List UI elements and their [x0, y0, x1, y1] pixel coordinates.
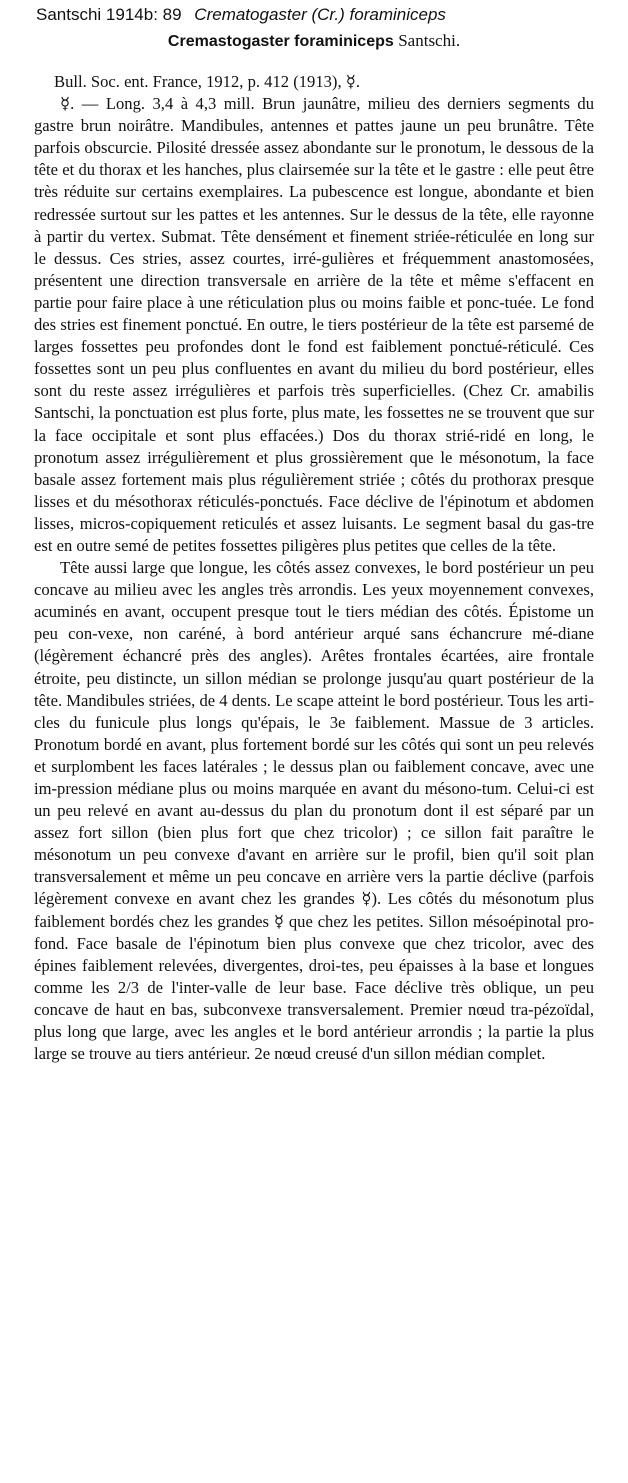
description-paragraph-2: Tête aussi large que longue, les côtés assez convexes, le bord postérieur un peu concave au milieu avec les angles très arrondis. Les yeux moyennement convexes, acuminés en avant, occupent presque tout le tiers médian des côtés. Épistome un peu con-vexe, non caréné, à bord antérieur arqué sans échancrure mé-diane (légèrement échancré près des angles). Arêtes frontales écartées, aire frontale étroite, peu distincte, un sillon médian se prolonge jusqu'au quart postérieur de la tête. Mandibules striées, de 4 dents. Le scape atteint le bord postérieur. Tous les arti-cles du funicule plus longs qu'épais, le 3e faiblement. Massue de 3 articles. Pronotum bordé en avant, plus fortement bordé sur les côtés qui sont un peu relevés et surplombent les faces latérales ; le dessus plan ou faiblement concave, avec une im-pression médiane plus ou moins marquée en avant du mésono-tum. Celui-ci est un peu relevé en avant au-dessus du plan du pronotum dont il est séparé par un assez fort sillon (bien plus fort que chez tricolor) ; ce sillon fait paraître le mésonotum un peu convexe d'avant en arrière sur le profil, bien qu'il soit plan transversalement et même un peu concave en arrière vers la partie déclive (parfois légèrement convexe en avant chez les grandes ☿). Les côtés du mésonotum plus faiblement bordés chez les grandes ☿ que chez les petites. Sillon mésoépinotal pro-fond. Face basale de l'épinotum bien plus convexe que chez tricolor, avec des épines faiblement relevées, divergentes, droi-tes, peu épaisses à la base et longues comme les 2/3 de l'inter-valle de leur base. Face déclive très oblique, un peu concave de haut en bas, subconvexe transversalement. Premier nœud tra-pézoïdal, plus long que large, avec les angles et le bord antérieur arrondis ; la partie la plus large se trouve au tiers antérieur. 2e nœud creusé d'un sillon médian complet. [34, 558, 594, 1064]
species-title [0, 30, 628, 53]
document-body [34, 71, 594, 1065]
header-taxon: Crematogaster (Cr.) foraminiceps [194, 5, 446, 24]
header-citation: Santschi 1914b: 89 [36, 5, 182, 24]
reference-line: Bull. Soc. ent. France, 1912, p. 412 (1913), ☿. [54, 72, 361, 91]
species-name: Cremastogaster foraminiceps [167, 33, 394, 50]
page-header [36, 4, 446, 26]
description-paragraph-1: ☿. — Long. 3,4 à 4,3 mill. Brun jaunâtre, milieu des derniers segments du gastre brun noirâtre. Mandibules, antennes et pattes jaune un peu brunâtre. Tête parfois obscurcie. Pilosité dressée assez abondante sur le pronotum, le dessous de la tête et du thorax et les hanches, plus clairsemée sur la tête et le gastre : elle peut être très réduite sur certains exemplaires. La pubescence est longue, abondante et bien redressée surtout sur les pattes et les antennes. Sur le dessus de la tête, elle rayonne à partir du vertex. Submat. Tête densément et finement striée-réticulée en long sur le dessus. Ces stries, assez courtes, irré-gulières et fréquemment anastomosées, présentent une direction transversale en arrière de la tête et même s'effacent en partie pour faire place à une réticulation plus ou moins faible et ponc-tuée. Le fond des stries est finement ponctué. En outre, le tiers postérieur de la tête est parsemé de larges fossettes peu profondes dont le fond est faiblement ponctué-réticulé. Ces fossettes sont un peu plus confluentes en avant du milieu du bord postérieur, elles sont du reste assez irrégulières et parfois très superficielles. (Chez Cr. amabilis Santschi, la ponctuation est plus forte, plus mate, les fossettes ne se trouvent que sur la face occipitale et sont plus effacées.) Dos du thorax strié-ridé en long, le pronotum assez irrégulièrement et plus grossièrement que le mésonotum, la face basale assez fortement mais plus régulièrement striée ; côtés du prothorax presque lisses et du mésothorax réticulés-ponctués. Face déclive de l'épinotum et abdomen lisses, micros-copiquement reticulés et assez luisants. Le segment basal du gas-tre est en outre semé de petites fossettes piligères plus petites que celles de la tête. [34, 94, 594, 555]
species-author: Santschi. [398, 31, 461, 50]
